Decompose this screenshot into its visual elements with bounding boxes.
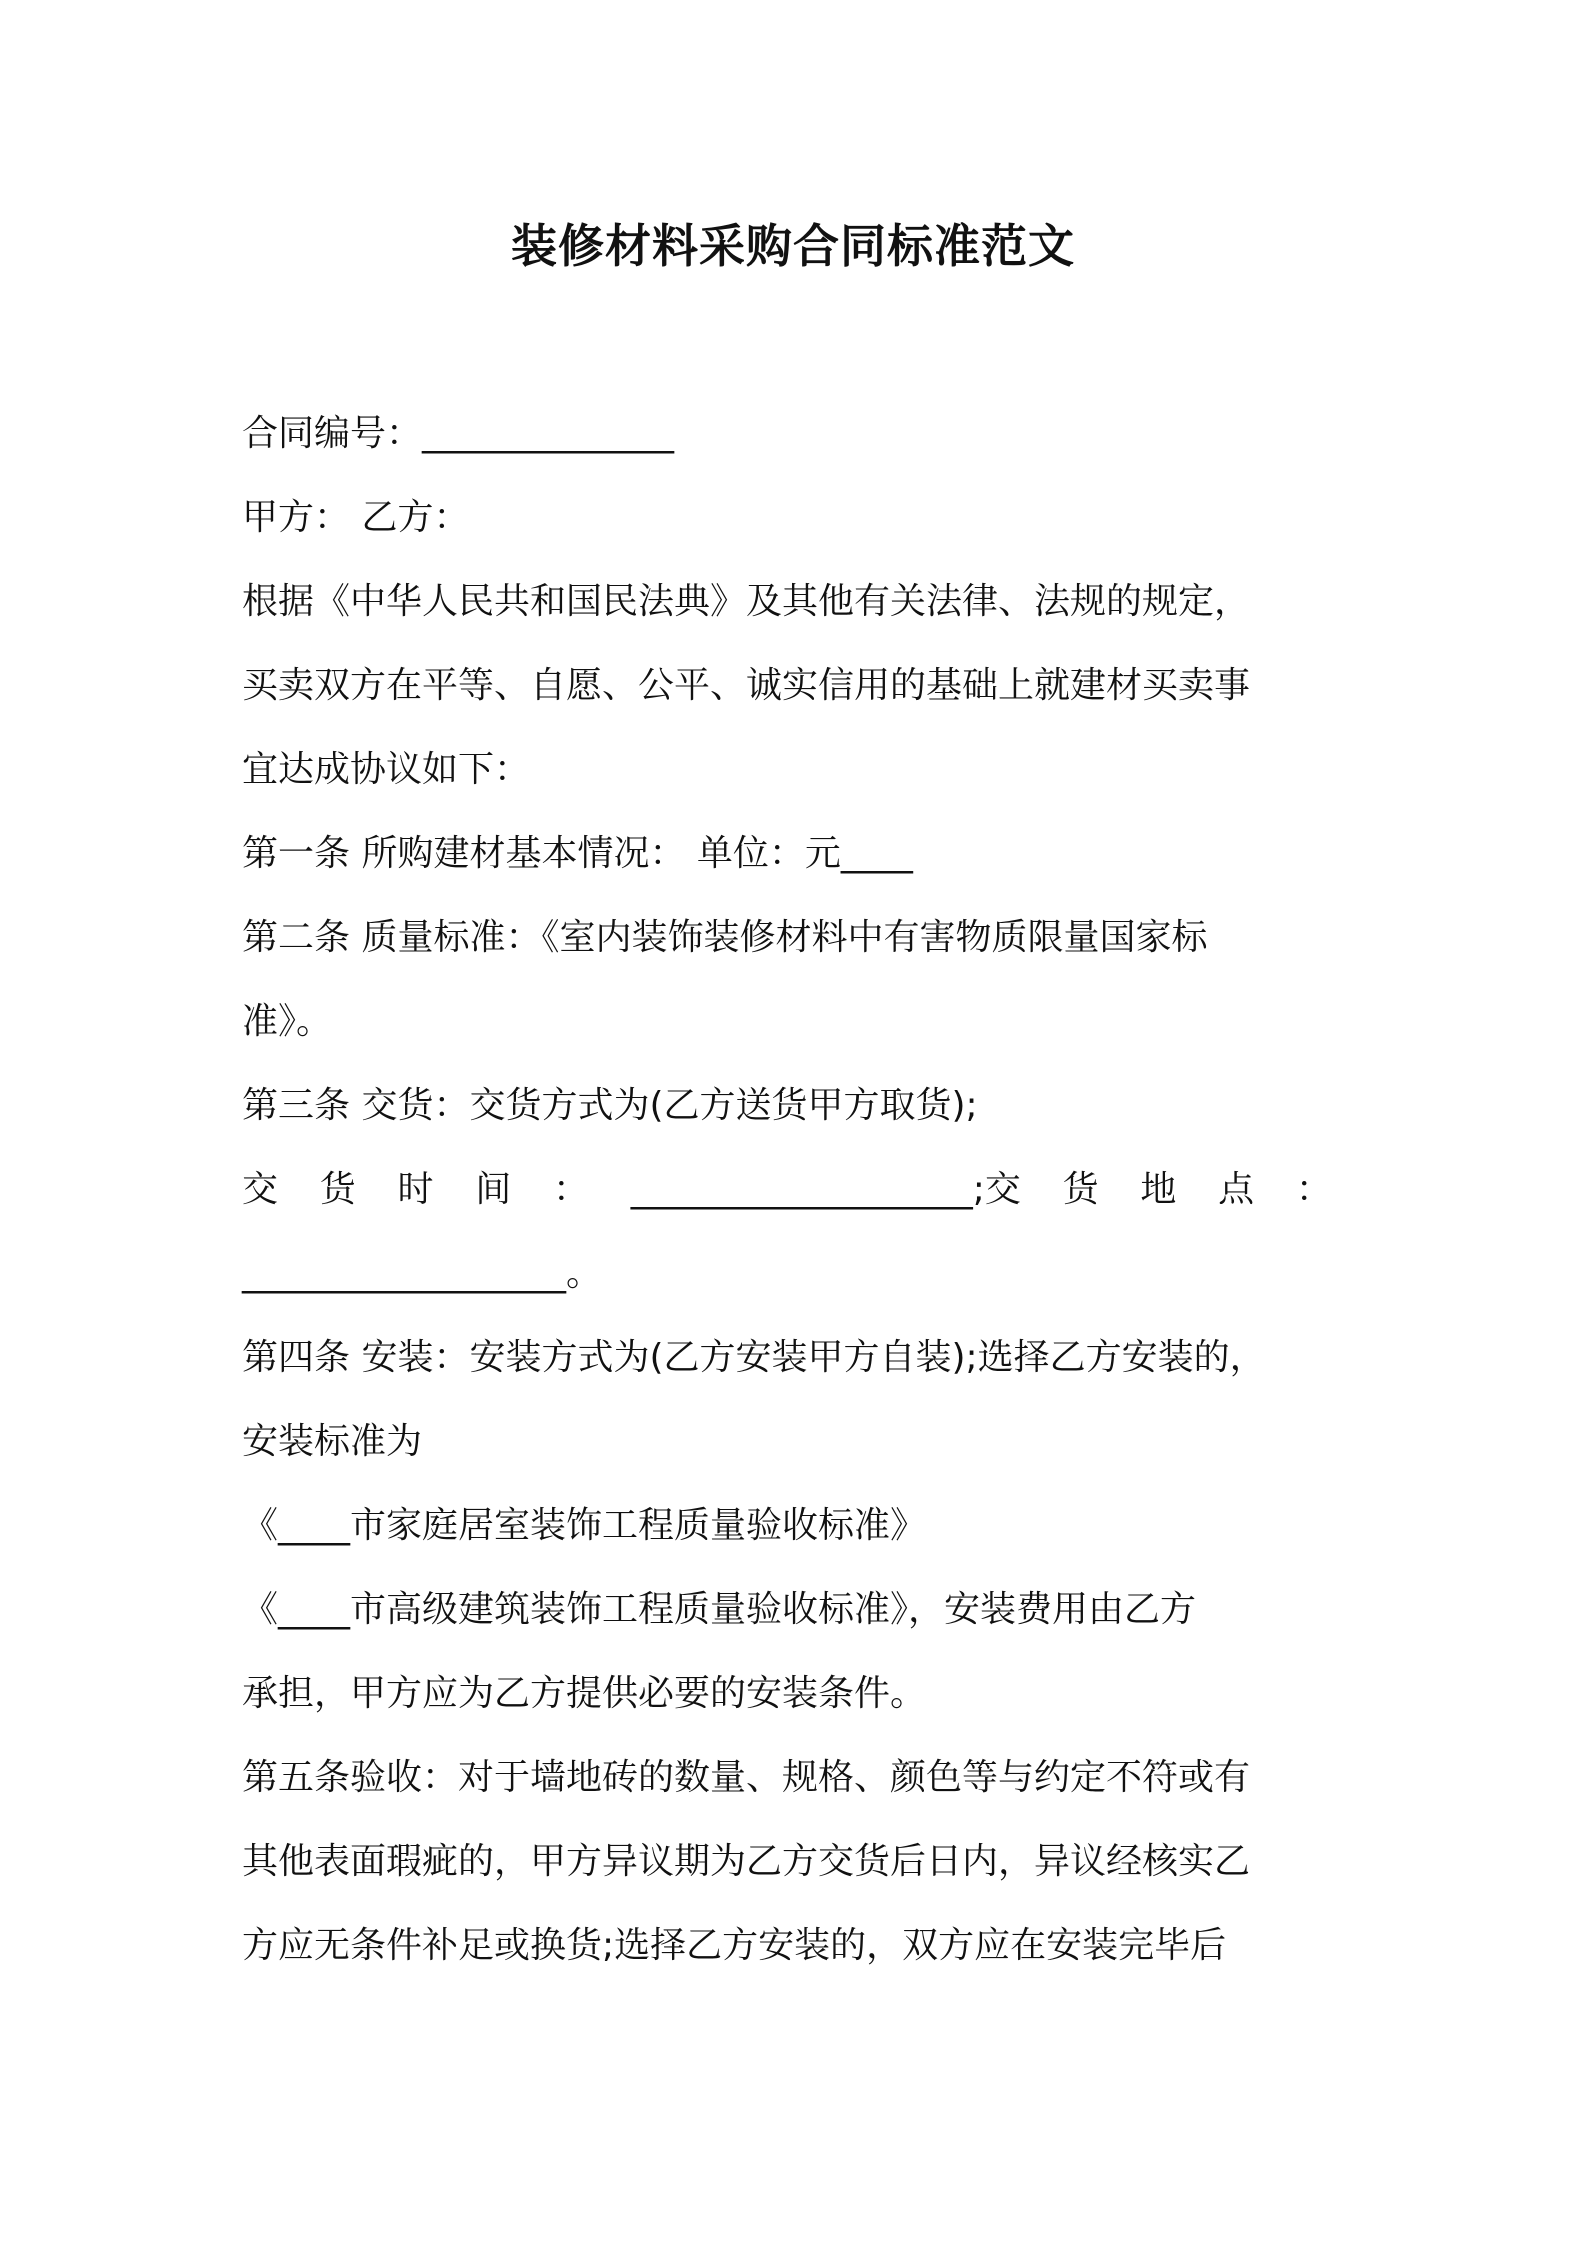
delivery-part: 货 — [1062, 1169, 1099, 1210]
body-line: 安装标准为 — [242, 1421, 423, 1462]
delivery-part: ___________________;交 — [630, 1169, 1021, 1210]
parties-line: 甲方： 乙方： — [242, 497, 470, 538]
body-line: 根据《中华人民共和国民法典》及其他有关法律、法规的规定， — [242, 581, 1251, 622]
document-title: 装修材料采购合同标准范文 — [511, 219, 1075, 273]
delivery-part: 货 — [319, 1169, 356, 1210]
body-line: 《____市家庭居室装饰工程质量验收标准》 — [242, 1505, 927, 1546]
delivery-part: 时 — [397, 1169, 434, 1210]
delivery-time-place-line — [242, 1165, 1332, 1215]
delivery-part: 点 — [1218, 1169, 1255, 1210]
body-line: 宜达成协议如下： — [242, 749, 531, 790]
delivery-part: 间 — [475, 1169, 512, 1210]
article-5-line: 第五条验收：对于墙地砖的数量、规格、颜色等与约定不符或有 — [242, 1757, 1251, 1798]
body-line: 方应无条件补足或换货;选择乙方安装的，双方应在安装完毕后 — [242, 1925, 1227, 1966]
body-line: 《____市高级建筑装饰工程质量验收标准》，安装费用由乙方 — [242, 1589, 1197, 1630]
delivery-part: ： — [1295, 1169, 1332, 1210]
article-1-line: 第一条 所购建材基本情况： 单位：元____ — [242, 833, 913, 874]
article-2-line: 第二条 质量标准：《室内装饰装修材料中有害物质限量国家标 — [242, 917, 1208, 958]
article-4-line: 第四条 安装：安装方式为(乙方安装甲方自装);选择乙方安装的， — [242, 1337, 1266, 1378]
body-line: 其他表面瑕疵的，甲方异议期为乙方交货后日内，异议经核实乙 — [242, 1841, 1251, 1882]
body-line: 承担，甲方应为乙方提供必要的安装条件。 — [242, 1673, 927, 1714]
body-line: 买卖双方在平等、自愿、公平、诚实信用的基础上就建材买卖事 — [242, 665, 1251, 706]
body-line: __________________。 — [242, 1253, 602, 1294]
delivery-part: ： — [553, 1169, 590, 1210]
contract-number-line: 合同编号：______________ — [242, 413, 675, 454]
delivery-part: 地 — [1140, 1169, 1177, 1210]
body-line: 准》。 — [242, 1001, 333, 1042]
article-3-line: 第三条 交货：交货方式为(乙方送货甲方取货); — [242, 1085, 978, 1126]
delivery-part: 交 — [242, 1169, 279, 1210]
